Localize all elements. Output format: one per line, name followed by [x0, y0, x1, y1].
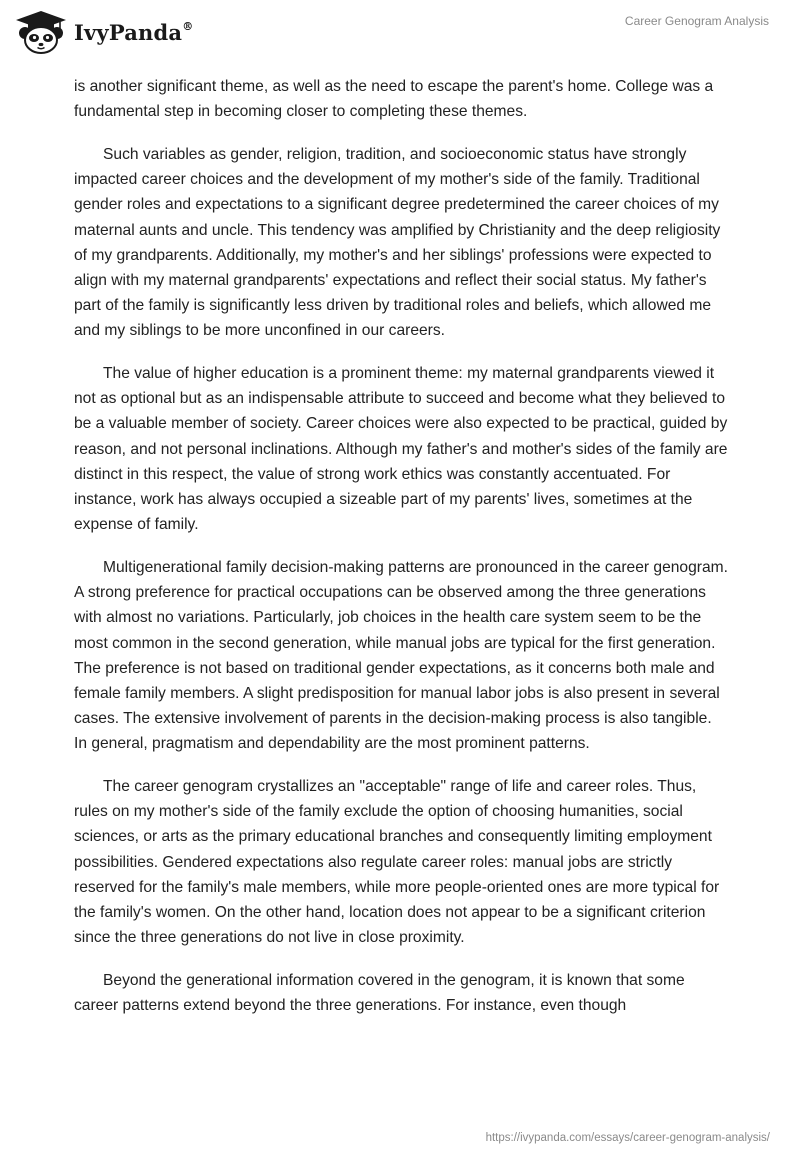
paragraph: Such variables as gender, religion, tradition, and socioeconomic status have strongly impacted career choices and the development of my mother's side of the family. Traditional gender roles and expectations to a significant degree predetermined the career choices of my maternal aunts and uncle. This tendency was amplified by Christianity and the deep religiosity of my grandparents. Additionally, my mother's and her siblings' professions were expected to align with my maternal grandparents' expectations and reflect their social status. My father's part of the family is significantly less driven by traditional roles and beliefs, which allowed me and my siblings to be more unconfined in our careers.: [74, 145, 721, 340]
document-title: Career Genogram Analysis: [624, 14, 769, 28]
page-header: [0, 0, 800, 70]
paragraph: Beyond the generational information covered in the genogram, it is known that some career patterns extend beyond the three generations. For instance, even though: [74, 972, 685, 1015]
brand-name: IvyPanda®: [74, 19, 194, 45]
paragraph-continuation: is another significant theme, as well as the need to escape the parent's home. College was a fundamental step in becoming closer to completing these themes.: [74, 78, 714, 121]
paragraph: The career genogram crystallizes an "acceptable" range of life and career roles. Thus, rules on my mother's side of the family exclude the option of choosing humanities, social sciences, or arts as the primary educational branches and consequently limiting employment possibilities. Gendered expectations also regulate career roles: manual jobs are strictly reserved for the family's male members, while more people-oriented ones are more typical for the family's women. On the other hand, location does not appear to be a significant criterion since the three generations do not live in close proximity.: [74, 778, 720, 947]
panda-graduate-icon: [14, 9, 68, 55]
paragraph: The value of higher education is a prominent theme: my maternal grandparents viewed it not as optional but as an indispensable attribute to succeed and become what they believed to be a valuable member of society. Career choices were also expected to be practical, guided by reason, and not personal inclinations. Although my father's and mother's sides of the family are distinct in this respect, the value of strong work ethics was constantly accentuated. For instance, work has always occupied a sizeable part of my parents' lives, sometimes at the expense of family.: [74, 365, 728, 534]
source-url-link[interactable]: https://ivypanda.com/essays/career-genogram-analysis/: [485, 1132, 770, 1144]
brand-logo[interactable]: [14, 9, 193, 55]
essay-body: [74, 74, 728, 1036]
paragraph: Multigenerational family decision-making patterns are pronounced in the career genogram. A strong preference for practical occupations can be observed among the three generations with almost no variations. Particularly, job choices in the health care system seem to be the most common in the second generation, while manual jobs are typical for the first generation. The preference is not based on traditional gender expectations, as it concerns both male and female family members. A slight predisposition for manual labor jobs is also present in several cases. The extensive involvement of parents in the decision-making process is also tangible. In general, pragmatism and dependability are the most prominent patterns.: [74, 558, 728, 753]
